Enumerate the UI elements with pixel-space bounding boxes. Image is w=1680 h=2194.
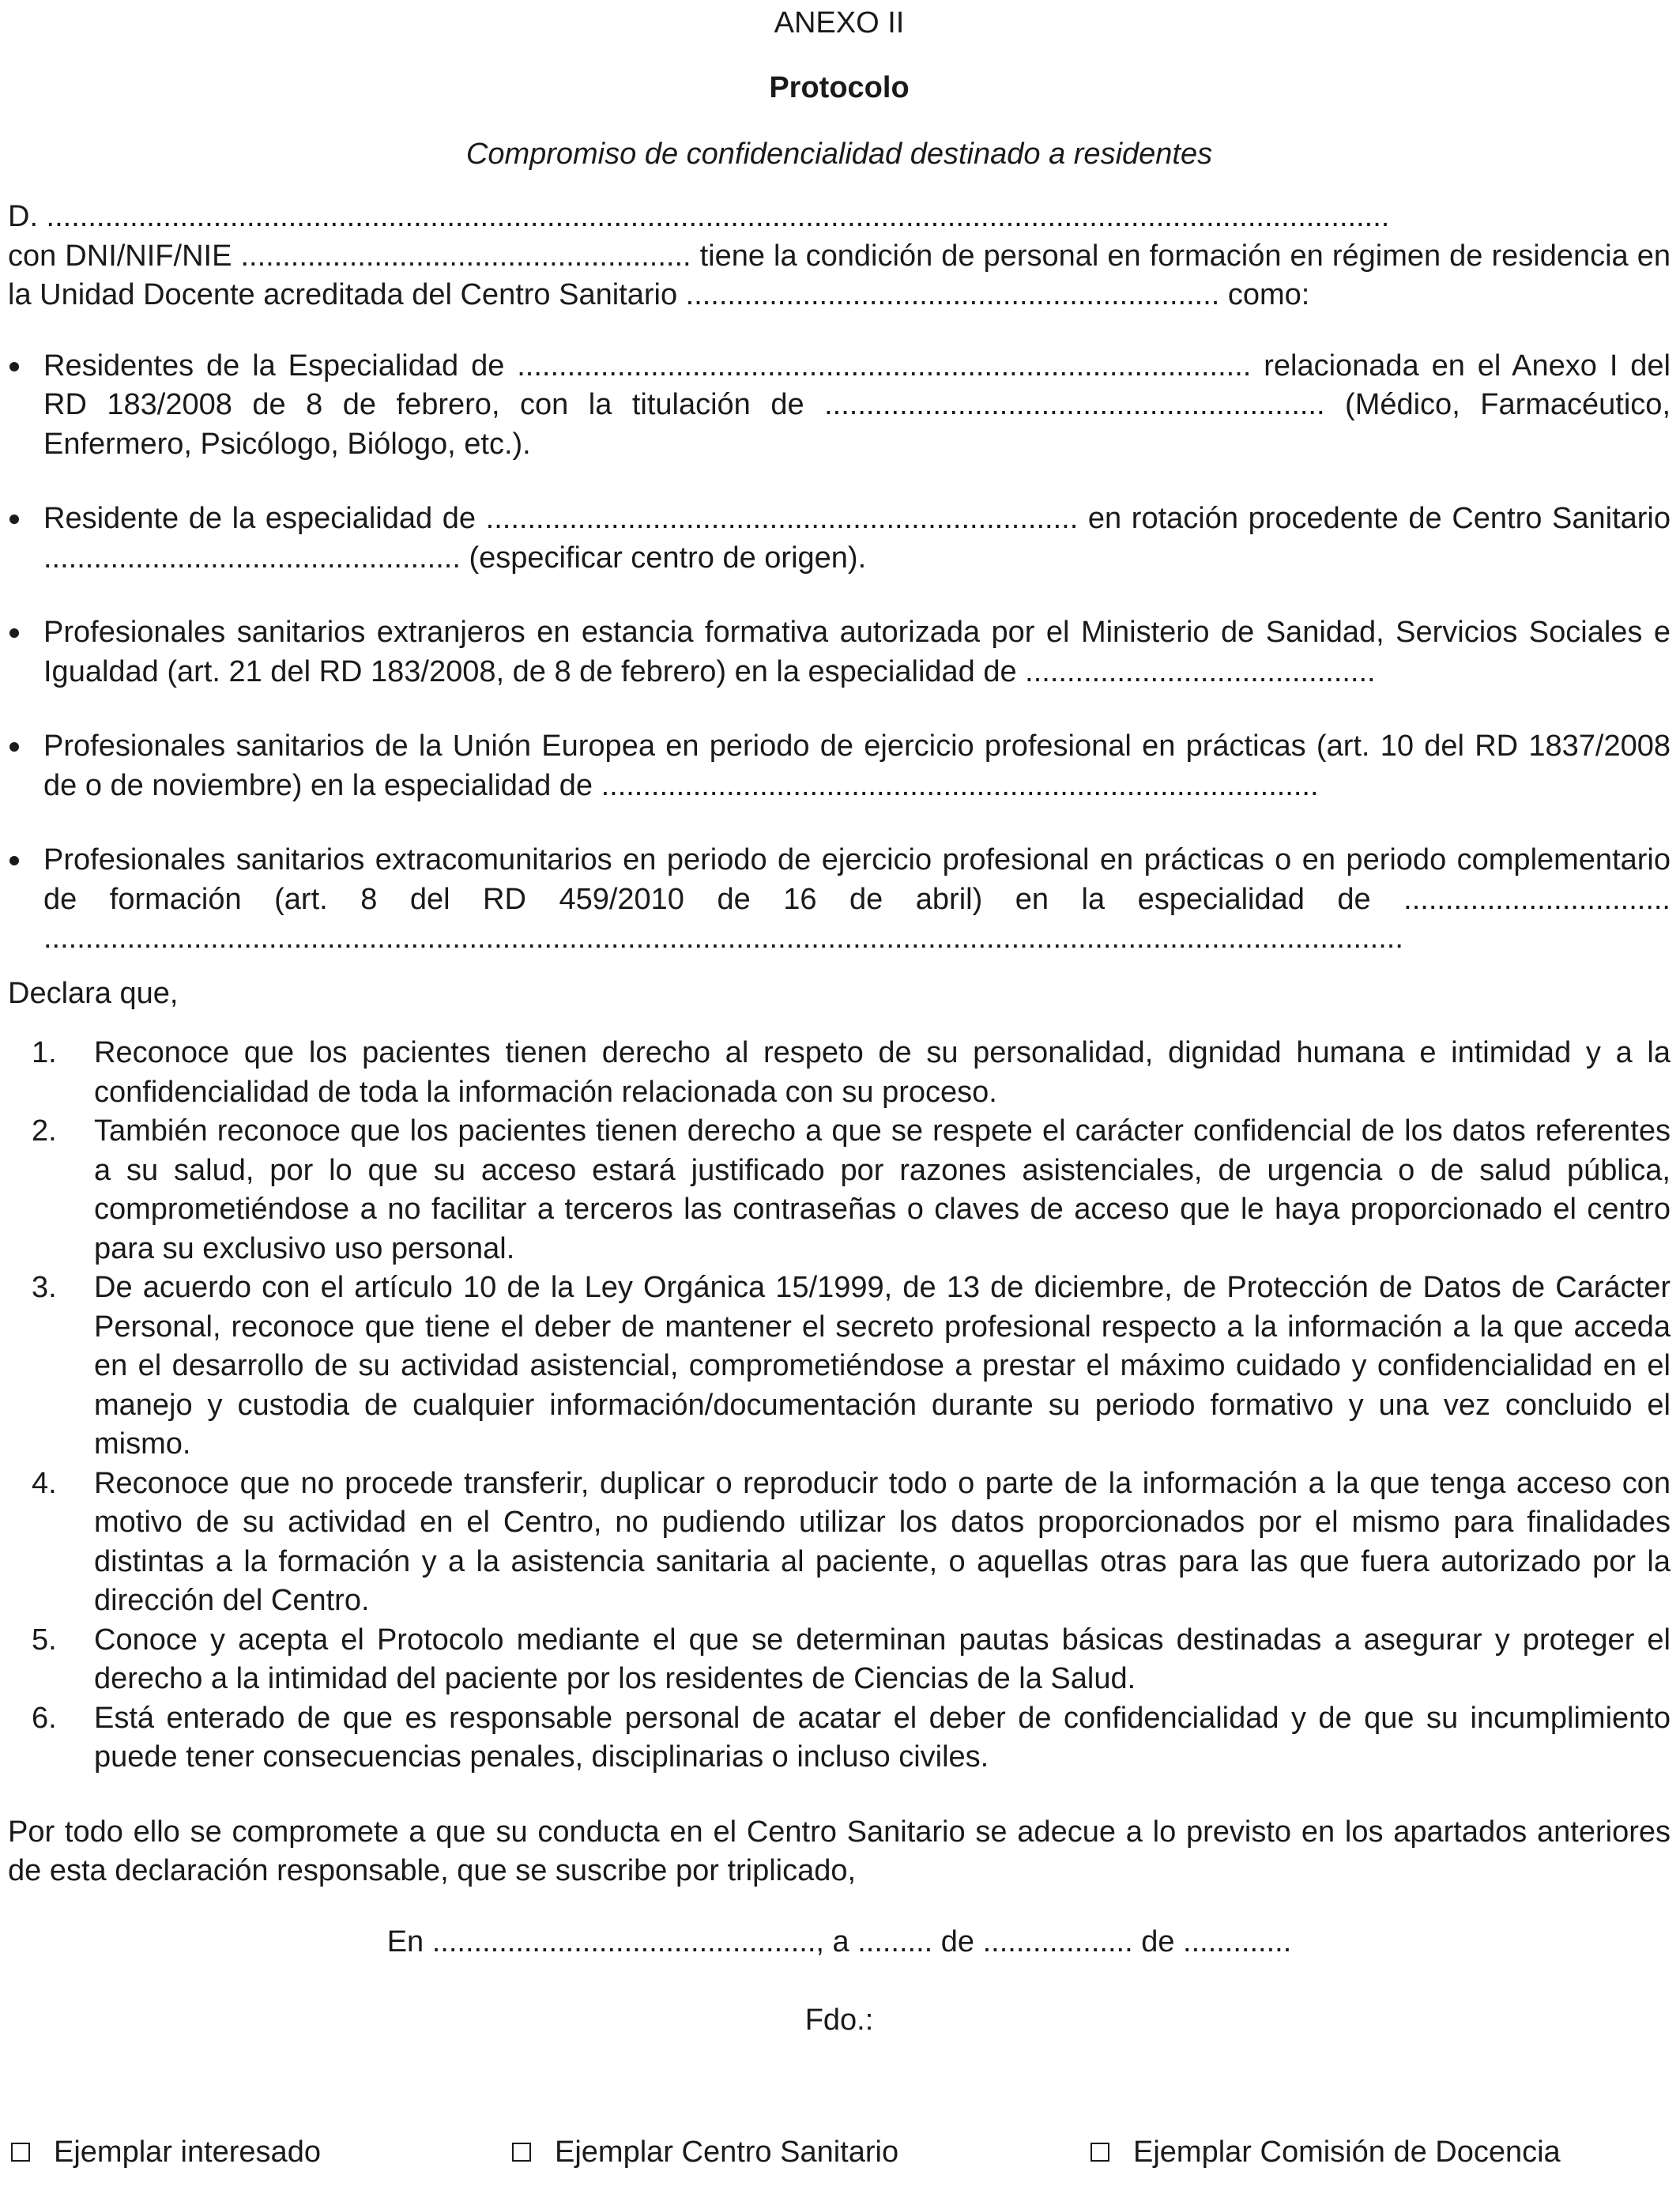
list-item-text: Residente de la especialidad de ....................................................................... en rotación procedente de Centro Sanitario .................................................. (especificar centro de origen). — [43, 502, 1671, 575]
list-item — [8, 347, 1671, 465]
declara-heading: Declara que, — [8, 976, 179, 1010]
checkbox-icon[interactable] — [512, 2143, 531, 2162]
list-item-text: Profesionales sanitarios extranjeros en estancia formativa autorizada por el Ministerio de Sanidad, Servicios Sociales e Igualdad (art. 21 del RD 183/2008, de 8 de febrero) en la especialidad de .......................................... — [43, 616, 1671, 688]
document-page — [8, 0, 1671, 2194]
document-title: Protocolo — [769, 71, 910, 104]
copy-options — [8, 2132, 1671, 2177]
item-number: 4. — [32, 1466, 57, 1500]
annex-heading: ANEXO II — [774, 6, 905, 40]
name-line: D. ................................................................................................................................................................. — [8, 200, 1390, 233]
item-number: 3. — [32, 1271, 57, 1304]
checkbox-icon[interactable] — [1090, 2143, 1109, 2162]
item-text: Reconoce que los pacientes tienen derecho al respeto de su personalidad, dignidad humana e intimidad y a la confidencialidad de toda la información relacionada con su proceso. — [94, 1036, 1671, 1109]
closing-paragraph: Por todo ello se compromete a que su conducta en el Centro Sanitario se adecue a lo previsto en los apartados anteriores de esta declaración responsable, que se suscribe por triplicado, — [8, 1815, 1671, 1887]
checkbox-icon[interactable] — [11, 2143, 30, 2162]
item-text: Conoce y acepta el Protocolo mediante el que se determinan pautas básicas destinadas a asegurar y proteger el derecho a la intimidad del paciente por los residentes de Ciencias de la Salud. — [94, 1623, 1671, 1695]
declaration-item — [8, 1269, 1671, 1465]
item-text: De acuerdo con el artículo 10 de la Ley Orgánica 15/1999, de 13 de diciembre, de Protección de Datos de Carácter Personal, reconoce que tiene el deber de mantener el secreto profesional respecto a la información a la que acceda en el desarrollo de su actividad asistencial, comprometiéndose a prestar el máximo cuidado y confidencialidad en el manejo y custodia de cualquier información/documentación durante su periodo formativo y una vez concluido el mismo. — [94, 1271, 1671, 1461]
list-item — [8, 499, 1671, 578]
intro-block — [8, 198, 1671, 315]
document-subtitle: Compromiso de confidencialidad destinado a residentes — [465, 138, 1213, 171]
declaration-list — [8, 1034, 1671, 1777]
declaration-item — [8, 1465, 1671, 1621]
item-number: 5. — [32, 1623, 57, 1657]
copy-label: Ejemplar Comisión de Docencia — [1133, 2136, 1561, 2169]
copy-option-interesado[interactable] — [11, 2132, 321, 2172]
copy-label: Ejemplar interesado — [54, 2136, 321, 2169]
item-number: 2. — [32, 1114, 57, 1148]
list-item-text: Profesionales sanitarios de la Unión Europea en periodo de ejercicio profesional en prácticas (art. 10 del RD 1837/2008 de o de noviembre) en la especialidad de ...................................................................................... — [43, 729, 1671, 802]
copy-option-comision[interactable] — [1090, 2132, 1561, 2172]
resident-type-list — [8, 347, 1671, 959]
list-item-text: Residentes de la Especialidad de ........................................................................................ relacionada en el Anexo I del RD 183/2008 de 8 de febrero, con la titulación de ............................................................ (Médico, Farmacéutico, Enfermero, Psicólogo, Biólogo, etc.). — [43, 349, 1671, 461]
item-text: También reconoce que los pacientes tienen derecho a que se respete el carácter confidencial de los datos referentes a su salud, por lo que su acceso estará justificado por razones asistenciales, de urgencia o de salud pública, comprometiéndose a no facilitar a terceros las contraseñas o claves de acceso que le haya proporcionado el centro para su exclusivo uso personal. — [94, 1114, 1671, 1265]
item-number: 1. — [32, 1036, 57, 1069]
item-text: Está enterado de que es responsable personal de acatar el deber de confidencialidad y de que su incumplimiento puede tener consecuencias penales, disciplinarias o incluso civiles. — [94, 1701, 1671, 1774]
list-item-text: Profesionales sanitarios extracomunitarios en periodo de ejercicio profesional en prácticas o en periodo complementario de formación (art. 8 del RD 459/2010 de 16 de abril) en la especialidad de ................................ ................................................................................................................................................................... — [43, 843, 1671, 955]
intro-text: con DNI/NIF/NIE ...................................................... tiene la condición de personal en formación en régimen de residencia en la Unidad Docente acreditada del Centro Sanitario ................................................................ como: — [8, 239, 1671, 311]
item-text: Reconoce que no procede transferir, duplicar o reproducir todo o parte de la información a la que tenga acceso con motivo de su actividad en el Centro, no pudiendo utilizar los datos proporcionados por el mismo para finalidades distintas a la formación y a la asistencia sanitaria al paciente, o aquellas otras para las que fuera autorizado por la dirección del Centro. — [94, 1466, 1671, 1617]
copy-label: Ejemplar Centro Sanitario — [555, 2136, 899, 2169]
declaration-item — [8, 1034, 1671, 1112]
list-item — [8, 727, 1671, 805]
item-number: 6. — [32, 1701, 57, 1735]
place-date-line: En .............................................., a ......... de .................. de ............. — [386, 1924, 1292, 1958]
signature-label: Fdo.: — [804, 2004, 874, 2037]
list-item — [8, 841, 1671, 959]
declaration-item — [8, 1621, 1671, 1699]
copy-option-centro[interactable] — [512, 2132, 898, 2172]
declaration-item — [8, 1112, 1671, 1269]
declaration-item — [8, 1699, 1671, 1777]
list-item — [8, 613, 1671, 692]
